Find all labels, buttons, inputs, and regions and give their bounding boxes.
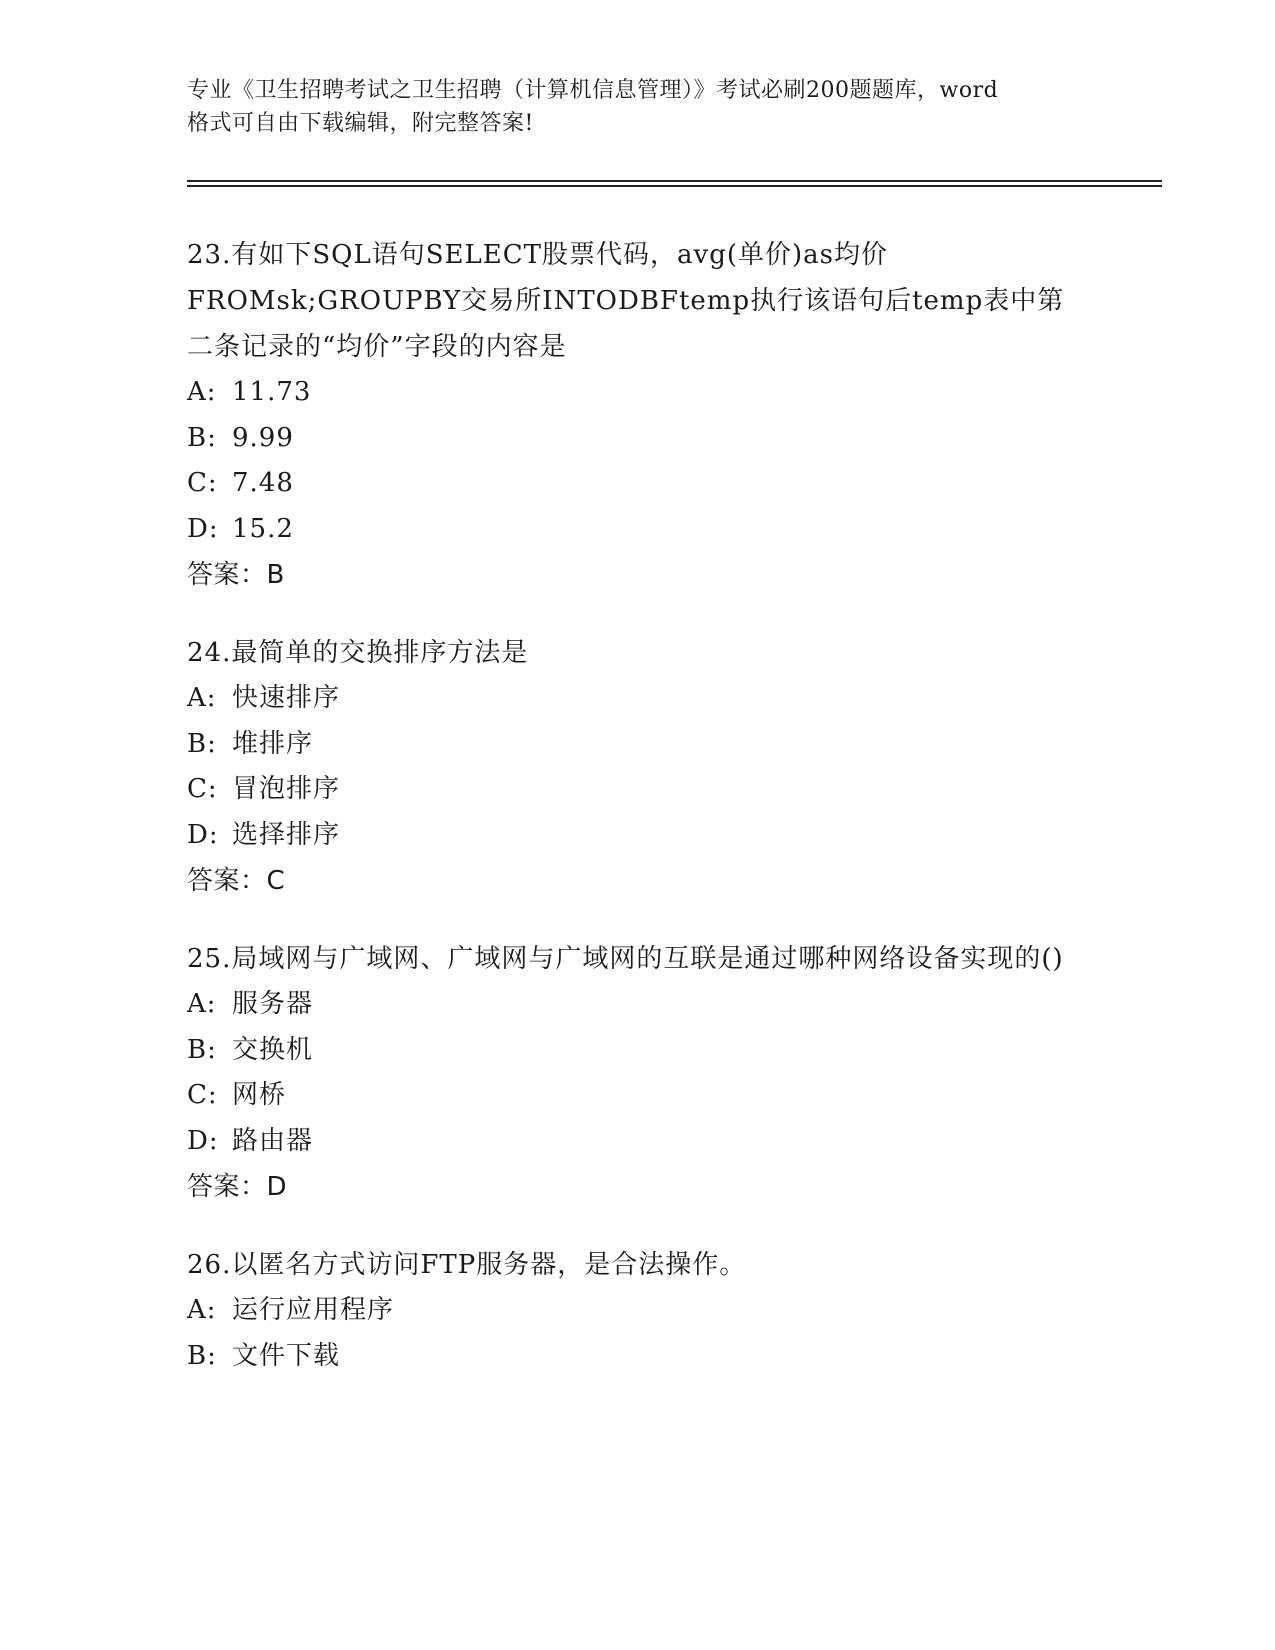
option-value: 文件下载 bbox=[232, 1340, 341, 1371]
option-d bbox=[187, 507, 1087, 553]
question-24 bbox=[187, 630, 1087, 904]
option-key: A: bbox=[187, 1295, 217, 1325]
question-text: 26.以匿名方式访问FTP服务器，是合法操作。 bbox=[187, 1250, 747, 1280]
option-key: C: bbox=[187, 774, 218, 804]
header-line-2: 格式可自由下载编辑，附完整答案! bbox=[187, 111, 534, 136]
option-key: B: bbox=[187, 422, 217, 453]
header-divider-bottom bbox=[187, 185, 1162, 187]
answer: 答案：D bbox=[187, 1172, 288, 1202]
option-a bbox=[187, 676, 1087, 722]
question-23 bbox=[187, 232, 1087, 598]
question-25 bbox=[187, 936, 1087, 1210]
option-value: 11.73 bbox=[232, 377, 312, 407]
answer: 答案：C bbox=[187, 866, 286, 896]
option-value: 交换机 bbox=[232, 1034, 314, 1065]
option-d bbox=[187, 813, 1087, 859]
option-b bbox=[187, 722, 1087, 768]
question-list bbox=[187, 232, 1087, 1411]
option-value: 服务器 bbox=[232, 989, 314, 1019]
option-c bbox=[187, 1073, 1087, 1119]
option-key: C: bbox=[187, 468, 218, 498]
option-key: A: bbox=[187, 377, 217, 407]
question-text: 23.有如下SQL语句SELECT股票代码，avg(单价)as均价FROMsk;GROUPBY交易所INTODBFtemp执行该语句后temp表中第二条记录的“均价”字段的内容是 bbox=[187, 240, 1065, 362]
option-b bbox=[187, 1028, 1087, 1074]
option-a bbox=[187, 982, 1087, 1028]
option-key: C: bbox=[187, 1080, 218, 1110]
option-a bbox=[187, 370, 1087, 416]
option-key: A: bbox=[187, 683, 217, 713]
header-line-1: 专业《卫生招聘考试之卫生招聘（计算机信息管理）》考试必刷200题题库，word bbox=[187, 78, 999, 103]
option-key: D: bbox=[187, 513, 219, 544]
option-key: D: bbox=[187, 819, 219, 850]
option-value: 堆排序 bbox=[232, 728, 314, 759]
option-key: A: bbox=[187, 989, 217, 1019]
option-d bbox=[187, 1119, 1087, 1165]
document-header bbox=[187, 74, 1107, 140]
option-c bbox=[187, 767, 1087, 813]
option-key: B: bbox=[187, 1034, 217, 1065]
option-value: 15.2 bbox=[232, 513, 294, 544]
option-value: 网桥 bbox=[232, 1080, 287, 1110]
question-26 bbox=[187, 1242, 1087, 1379]
option-value: 运行应用程序 bbox=[232, 1295, 395, 1325]
option-value: 冒泡排序 bbox=[232, 774, 341, 804]
option-value: 7.48 bbox=[232, 468, 294, 498]
option-value: 选择排序 bbox=[232, 819, 341, 850]
option-b bbox=[187, 416, 1087, 462]
option-key: B: bbox=[187, 1340, 217, 1371]
header-divider-top bbox=[187, 180, 1162, 182]
answer: 答案：B bbox=[187, 560, 285, 590]
question-text: 24.最简单的交换排序方法是 bbox=[187, 638, 529, 668]
option-key: D: bbox=[187, 1125, 219, 1156]
option-key: B: bbox=[187, 728, 217, 759]
option-a bbox=[187, 1288, 1087, 1334]
option-value: 路由器 bbox=[232, 1125, 314, 1156]
option-b bbox=[187, 1334, 1087, 1380]
option-value: 快速排序 bbox=[232, 683, 341, 713]
option-value: 9.99 bbox=[232, 422, 294, 453]
question-text: 25.局域网与广域网、广域网与广域网的互联是通过哪种网络设备实现的() bbox=[187, 944, 1064, 974]
option-c bbox=[187, 461, 1087, 507]
